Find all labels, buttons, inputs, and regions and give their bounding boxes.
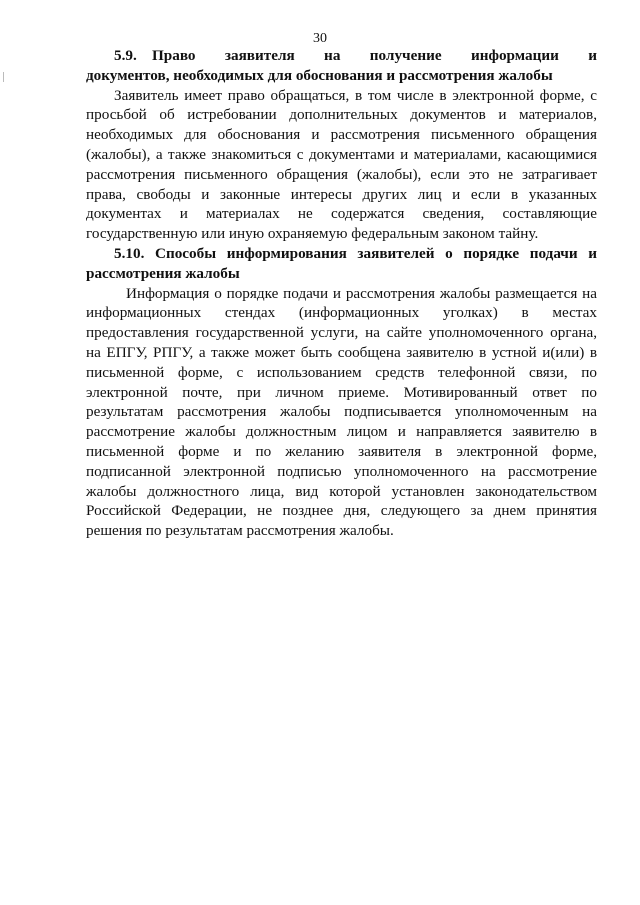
section-5-10-heading: 5.10. Способы информирования заявителей о порядке подачи и рассмотрения жалобы <box>86 244 597 282</box>
document-body <box>86 46 597 541</box>
page-number: 30 <box>313 31 327 46</box>
section-5-10-paragraph: Информация о порядке подачи и рассмотрения жалобы размещается на информационных стендах (информационных уголках) в местах предоставления государственной услуги, на сайте уполномоченного органа, на ЕПГУ, РПГУ, а также может быть сообщена заявителю в устной и(или) в письменной форме, с использованием средств телефонной связи, по электронной почте, при личном приеме. Мотивированный ответ по результатам рассмотрения жалобы подписывается уполномоченным на рассмотрение жалобы должностным лицом и направляется заявителю в письменной форме и по желанию заявителя в электронной форме, подписанной электронной подписью уполномоченного на рассмотрение жалобы должностного лица, вид которой установлен законодательством Российской Федерации, не позднее дня, следующего за днем принятия решения по результатам рассмотрения жалобы. <box>86 284 597 540</box>
scan-margin-mark <box>3 72 4 82</box>
section-5-9-heading: 5.9. Право заявителя на получение информации и документов, необходимых для обоснования и рассмотрения жалобы <box>86 47 597 84</box>
section-5-9-paragraph: Заявитель имеет право обращаться, в том числе в электронной форме, с просьбой об истребовании дополнительных документов и материалов, необходимых для обоснования и рассмотрения письменного обращения (жалобы), а также знакомиться с документами и материалами, касающимися рассмотрения письменного обращения (жалобы), если это не затрагивает права, свободы и законные интересы других лиц и если в указанных документах и материалах не содержатся сведения, составляющие государственную или иную охраняемую федеральным законом тайну. <box>86 86 597 243</box>
